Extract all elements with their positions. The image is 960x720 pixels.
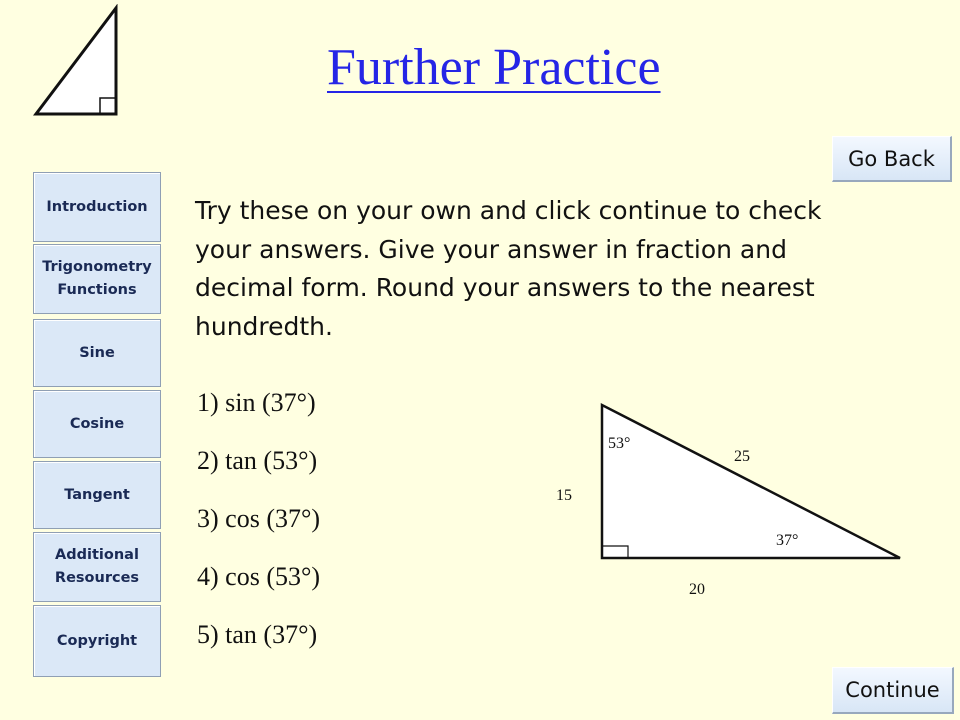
continue-button[interactable]: Continue (832, 667, 954, 714)
instructions-text: Try these on your own and click continue to check your answers. Give your answer in fraction and decimal form. Round your answers to the nearest hundredth. (195, 196, 822, 341)
page-title[interactable]: Further Practice (327, 39, 661, 96)
hypotenuse-label: 25 (734, 448, 750, 465)
sidebar-item-copyright[interactable]: Copyright (33, 605, 161, 677)
problem-item: 1) sin (37°) (197, 388, 316, 417)
triangle-diagram (540, 400, 910, 600)
sidebar-item-tangent[interactable]: Tangent (33, 461, 161, 529)
sidebar-item-trigonometry-functions[interactable]: Trigonometry Functions (33, 244, 161, 314)
problem-item: 2) tan (53°) (197, 446, 318, 475)
triangle-shape (602, 405, 900, 558)
sidebar-item-introduction[interactable]: Introduction (33, 172, 161, 242)
sidebar-item-additional-resources[interactable]: Additional Resources (33, 532, 161, 602)
go-back-button[interactable]: Go Back (832, 136, 952, 182)
problem-item: 3) cos (37°) (197, 504, 321, 533)
sidebar-item-sine[interactable]: Sine (33, 319, 161, 387)
side-vertical-label: 15 (556, 487, 572, 504)
angle-top-label: 53° (608, 435, 631, 452)
right-triangle-icon (30, 4, 122, 118)
angle-right-label: 37° (776, 532, 799, 549)
problem-item: 4) cos (53°) (197, 562, 321, 591)
side-bottom-label: 20 (689, 581, 705, 598)
problem-item: 5) tan (37°) (197, 620, 318, 649)
sidebar-item-cosine[interactable]: Cosine (33, 390, 161, 458)
